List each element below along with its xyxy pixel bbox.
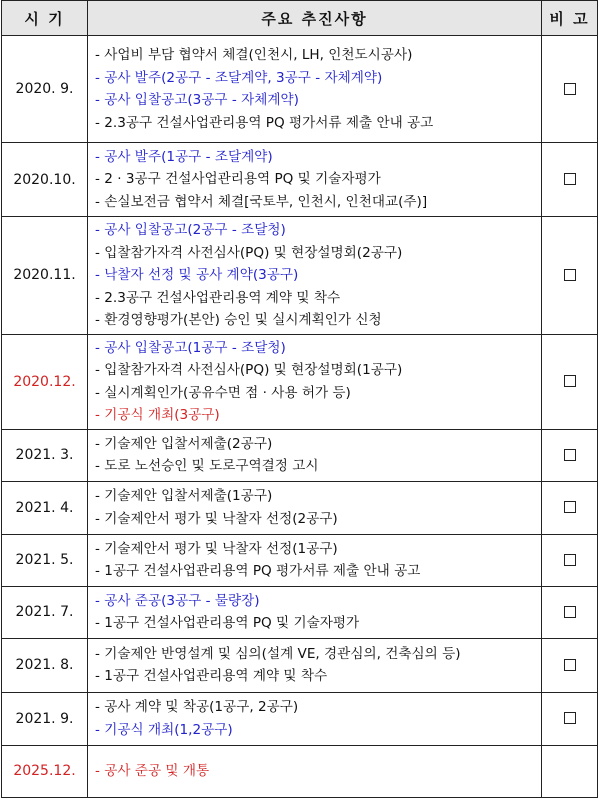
list-item: - 손실보전금 협약서 체결[국토부, 인천시, 인천대교(주)] [95, 193, 428, 210]
row-items [88, 143, 542, 217]
row-note [542, 534, 598, 586]
list-item: - 공사 발주(2공구 - 조달계약, 3공구 - 자체계약) [95, 69, 383, 86]
row-note [542, 217, 598, 335]
list-item: - 기술제안서 평가 및 낙찰자 선정(1공구) [95, 540, 338, 557]
table-row [2, 586, 598, 638]
table-row [2, 429, 598, 481]
list-item: - 공사 입찰공고(3공구 - 자체계약) [95, 92, 299, 108]
table-body [2, 36, 598, 798]
list-item: - 도로 노선승인 및 도로구역결정 고시 [95, 458, 319, 474]
row-items [88, 638, 542, 692]
list-item: - 기공식 개최(3공구) [95, 407, 220, 423]
row-note [542, 586, 598, 638]
table-row [2, 334, 598, 429]
table-row [2, 217, 598, 335]
row-note [542, 481, 598, 534]
table-header-row [2, 1, 598, 36]
table-row [2, 534, 598, 586]
list-item: - 공사 준공(3공구 - 물량장) [95, 592, 260, 609]
row-date: 2020.12. [2, 334, 88, 429]
schedule-table [1, 0, 598, 798]
list-item: - 낙찰자 선정 및 공사 계약(3공구) [95, 267, 299, 283]
square-icon [564, 375, 576, 387]
row-date: 2021. 3. [2, 429, 88, 481]
row-items [88, 745, 542, 797]
square-icon [564, 173, 576, 185]
list-item: - 공사 입찰공고(1공구 - 조달청) [95, 339, 286, 356]
list-item: - 2.3공구 건설사업관리용역 계약 및 착수 [95, 289, 341, 306]
list-item: - 1공구 건설사업관리용역 PQ 및 기술자평가 [95, 615, 360, 631]
header-date: 시 기 [2, 1, 88, 36]
row-items [88, 429, 542, 481]
header-note: 비 고 [542, 1, 598, 36]
row-date: 2021. 4. [2, 481, 88, 534]
square-icon [564, 606, 576, 618]
row-note [542, 745, 598, 797]
row-note [542, 692, 598, 745]
row-items [88, 217, 542, 335]
square-icon [564, 554, 576, 566]
list-item: - 기술제안 입찰서제출(1공구) [95, 488, 273, 504]
list-item: - 기술제안 입찰서제출(2공구) [95, 435, 273, 452]
row-items [88, 692, 542, 745]
table-row [2, 36, 598, 143]
row-items [88, 586, 542, 638]
row-items [88, 334, 542, 429]
square-icon [564, 712, 576, 724]
row-date: 2021. 5. [2, 534, 88, 586]
row-date: 2021. 7. [2, 586, 88, 638]
list-item: - 1공구 건설사업관리용역 PQ 평가서류 제출 안내 공고 [95, 563, 421, 579]
table-row [2, 692, 598, 745]
list-item: - 공사 계약 및 착공(1공구, 2공구) [95, 699, 299, 715]
row-items [88, 481, 542, 534]
table-row [2, 143, 598, 217]
list-item: - 기공식 개최(1,2공구) [95, 721, 233, 738]
row-note [542, 143, 598, 217]
list-item: - 기술제안 반영설계 및 심의(설계 VE, 경관심의, 건축심의 등) [95, 645, 461, 662]
list-item: - 공사 발주(1공구 - 조달계약) [95, 148, 273, 165]
row-note [542, 334, 598, 429]
list-item: - 공사 준공 및 개통 [95, 762, 210, 779]
list-item: - 입찰참가자격 사전심사(PQ) 및 현장설명회(1공구) [95, 362, 403, 378]
square-icon [564, 449, 576, 461]
header-items: 주요 추진사항 [88, 1, 542, 36]
row-date: 2020.11. [2, 217, 88, 335]
list-item: - 환경영향평가(본안) 승인 및 실시계획인가 신청 [95, 312, 382, 328]
square-icon [564, 659, 576, 671]
table-row [2, 481, 598, 534]
list-item: - 공사 입찰공고(2공구 - 조달청) [95, 222, 286, 238]
row-note [542, 638, 598, 692]
row-date: 2020.10. [2, 143, 88, 217]
list-item: - 기술제안서 평가 및 낙찰자 선정(2공구) [95, 510, 338, 527]
square-icon [564, 83, 576, 95]
list-item: - 2 · 3공구 건설사업관리용역 PQ 및 기술자평가 [95, 171, 381, 188]
square-icon [564, 269, 576, 281]
row-date: 2021. 9. [2, 692, 88, 745]
row-note [542, 36, 598, 143]
row-items [88, 36, 542, 143]
table-row [2, 745, 598, 797]
list-item: - 사업비 부담 협약서 체결(인천시, LH, 인천도시공사) [95, 47, 413, 63]
square-icon [564, 501, 576, 513]
row-date: 2021. 8. [2, 638, 88, 692]
list-item: - 2.3공구 건설사업관리용역 PQ 평가서류 제출 안내 공고 [95, 114, 434, 131]
table-row [2, 638, 598, 692]
list-item: - 1공구 건설사업관리용역 계약 및 착수 [95, 668, 328, 684]
list-item: - 실시계획인가(공유수면 점 · 사용 허가 등) [95, 384, 351, 401]
row-date: 2020. 9. [2, 36, 88, 143]
row-note [542, 429, 598, 481]
row-items [88, 534, 542, 586]
list-item: - 입찰참가자격 사전심사(PQ) 및 현장설명회(2공구) [95, 244, 403, 261]
row-date: 2025.12. [2, 745, 88, 797]
